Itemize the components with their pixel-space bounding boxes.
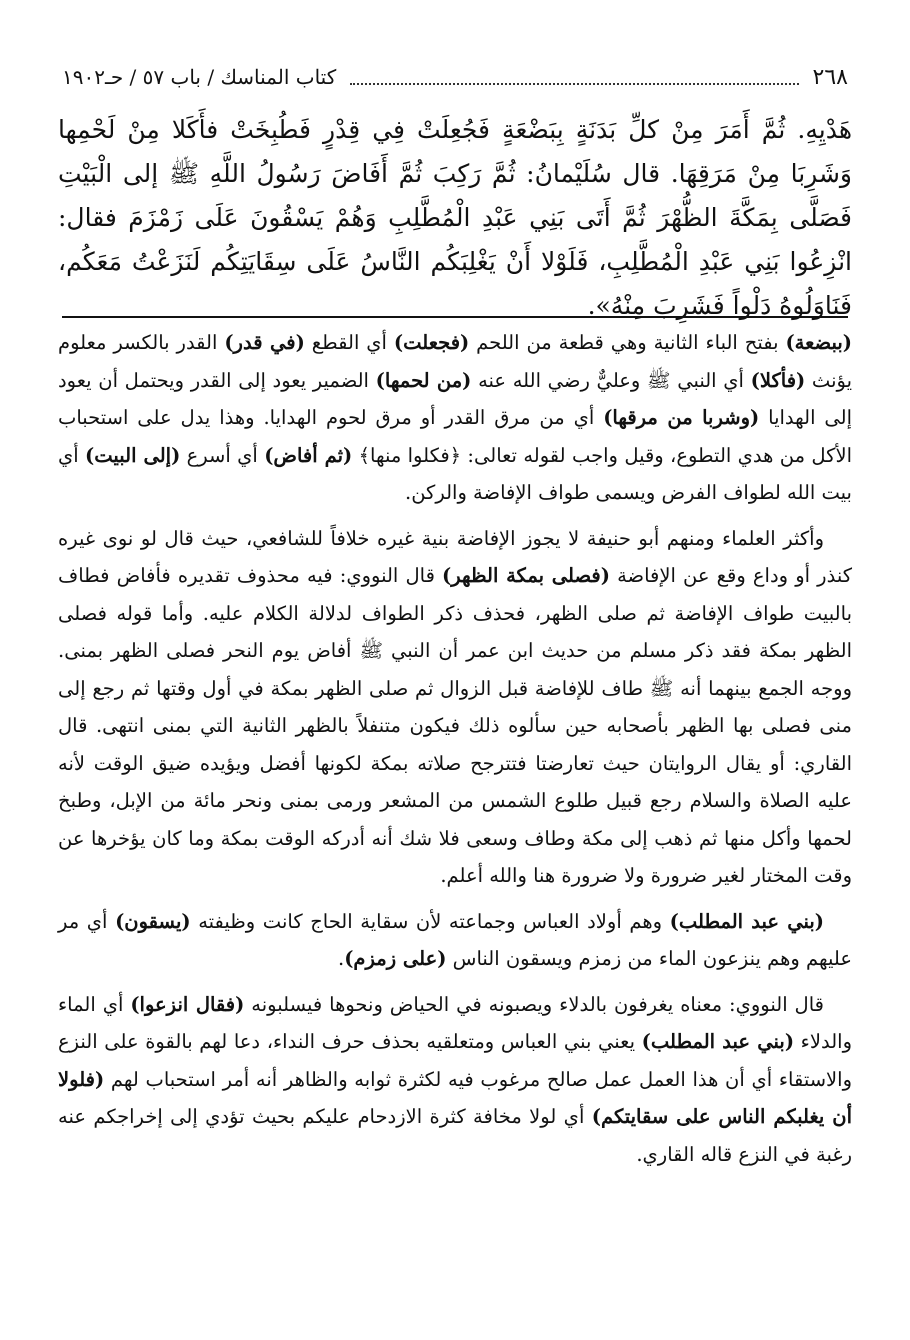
term: (فلولا أن يغلبكم الناس على سقايتكم): [58, 1067, 852, 1128]
commentary-text: أي من مرق القدر أو مرق لحوم الهدايا. وهذا يدل على استحباب الأكل من هدي التطوع، وقيل واجب لقوله تعالى: ﴿فكلوا منها﴾: [58, 406, 852, 467]
commentary-text: الضمير يعود إلى القدر ويحتمل أن يعود إلى الهدايا: [58, 368, 852, 429]
separator-rule: [62, 316, 848, 318]
term: (فجعلت): [393, 331, 470, 354]
commentary-text: أي أسرع: [180, 443, 265, 467]
term: (بني عبد المطلب): [669, 909, 824, 933]
term: (يسقون): [115, 909, 191, 933]
term: (في قدر): [224, 331, 305, 354]
commentary-text: بفتح الباء الثانية وهي قطعة من اللحم: [469, 331, 786, 354]
term: (بني عبد المطلب): [641, 1030, 795, 1053]
term: (وشربا من مرقها): [603, 406, 760, 429]
term: (إلى البيت): [85, 443, 181, 467]
commentary-text: وأكثر العلماء ومنهم أبو حنيفة لا يجوز الإفاضة بنية غيره خلافاً للشافعي، حيث قال لو نوى غيره كنذر أو وداع وقع عن الإفاضة: [58, 526, 852, 587]
commentary-text: أي الماء والدلاء: [58, 992, 852, 1053]
commentary-text: القدر بالكسر معلوم يؤنث: [58, 331, 853, 392]
commentary-paragraph-4: [58, 986, 852, 1174]
term: (من لحمها): [375, 368, 472, 392]
commentary-text: أي بيت الله لطواف الفرض ويسمى طواف الإفاضة والركن.: [58, 443, 852, 504]
commentary-text: يعني بني العباس ومتعلقيه بحذف حرف النداء، دعا لهم بالقوة على النزع والاستقاء أي أن هذا العمل عمل صالح مرغوب فيه لكثرة ثوابه والظاهر أنه أمر استحباب لهم: [58, 1030, 852, 1091]
header-dotted-leader: [350, 82, 798, 85]
page-header: [62, 62, 848, 92]
term: (فقال انزعوا): [130, 992, 245, 1016]
commentary-text: .: [337, 947, 345, 970]
commentary-text: قال النووي: معناه يغرفون بالدلاء ويصبونه في الحياض ونحوها فيسلبونه: [244, 992, 824, 1016]
term: (على زمزم): [344, 947, 447, 970]
running-title: كتاب المناسك / باب ٥٧ / حـ١٩٠٢: [62, 65, 337, 89]
commentary-text: أي القطع: [304, 331, 394, 354]
commentary-text: أي مر عليهم وهم ينزعون الماء من زمزم ويسقون الناس: [58, 909, 852, 970]
commentary-text: أي لولا مخافة كثرة الازدحام عليكم بحيث تؤدي إلى إخراجكم عنه رغبة في النزع قاله القاري.: [58, 1105, 852, 1166]
commentary-paragraph-2: [58, 520, 852, 895]
term: (ببضعة): [785, 331, 852, 354]
page-number: ٢٦٨: [812, 64, 848, 90]
commentary: [58, 324, 852, 1173]
term: (فأكلا): [750, 368, 806, 392]
commentary-paragraph-1: [58, 324, 852, 512]
term: (ثم أفاض): [264, 443, 353, 467]
commentary-paragraph-3: [58, 903, 852, 978]
term: (فصلى بمكة الظهر): [442, 564, 610, 587]
commentary-text: أي النبي ﷺ وعليٌّ رضي الله عنه: [471, 368, 751, 392]
commentary-text: قال النووي: فيه محذوف تقديره فأفاض فطاف بالبيت طواف الإفاضة ثم صلى الظهر، فحذف ذكر الطواف لدلالة الكلام عليه. وأما قوله فصلى الظهر بمكة فقد ذكر مسلم من حديث ابن عمر أن النبي ﷺ أفاض يوم النحر فصلى الظهر بمنى. ووجه الجمع بينهما أنه ﷺ طاف للإفاضة قبل الزوال ثم صلى الظهر بمكة في أول وقتها ثم رجع إلى منى فصلى بها الظهر بأصحابه حين سألوه ذلك فيكون متنفلاً بالظهر الثانية التي بمنى انتهى. قال القاري: أو يقال الروايتان حيث تعارضتا فتترجح صلاته بمكة لكونها أفضل ويؤيده ضيق الوقت لأنه عليه الصلاة والسلام رجع قبيل طلوع الشمس من المشعر ورمى بمنى ونحر مائة من الإبل، وطبخ لحمها وأكل منها ثم ذهب إلى مكة وطاف وسعى فلا شك أنه أدركه الوقت بمكة وما كان يؤخرها عن وقت المختار لغير ضرورة ولا ضرورة هنا والله أعلم.: [58, 564, 853, 887]
hadith-text: هَدْيِهِ. ثُمَّ أَمَرَ مِنْ كلِّ بَدَنَةٍ بِبَضْعَةٍ فَجُعِلَتْ فِي قِدْرٍ فَطُبِخَتْ فأَكَلا مِنْ لَحْمِها وَشَرِبَا مِنْ مَرَقِهَا. قال سُلَيْمانُ: ثُمَّ رَكِبَ ثُمَّ أَفَاضَ رَسُولُ اللَّهِ ﷺ إلى الْبَيْتِ فَصَلَّى بِمَكَّةَ الظُّهْرَ ثُمَّ أَتَى بَنِي عَبْدِ الْمُطَّلِبِ وَهُمْ يَسْقُونَ عَلَى زَمْزَمَ فقال: انْزِعُوا بَنِي عَبْدِ الْمُطَّلِبِ، فَلَوْلا أَنْ يَغْلِبَكُم النَّاسُ عَلَى سِقَايَتِكُم لَنَزَعْتُ مَعَكُم، فَنَاوَلُوهُ دَلْواً فَشَرِبَ مِنْهُ».: [58, 115, 852, 320]
commentary-text: وهم أولاد العباس وجماعته لأن سقاية الحاج كانت وظيفته: [190, 909, 670, 933]
